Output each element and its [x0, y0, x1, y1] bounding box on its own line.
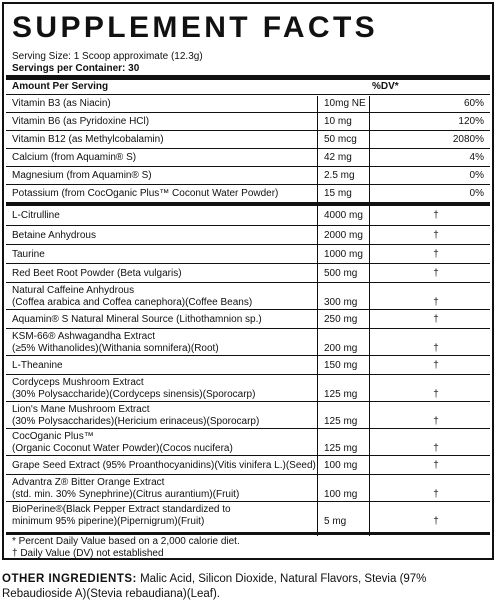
- ingredient-name: [12, 377, 255, 401]
- ingredient-name-line1: BioPerine®(Black Pepper Extract standardized to: [12, 504, 231, 515]
- ingredient-name-line1: L-Theanine: [12, 360, 63, 371]
- daily-value: 0%: [469, 170, 484, 181]
- ingredient-name-line1: L-Citrulline: [12, 210, 60, 221]
- daily-value: †: [433, 460, 439, 471]
- ingredient-name-line2: (30% Polysaccharide)(Cordyceps sinensis)(Sporocarp): [12, 389, 256, 400]
- vitamin-row: [6, 148, 490, 166]
- ingredient-name: [12, 431, 233, 455]
- daily-value: 4%: [469, 152, 484, 163]
- ingredient-row: [6, 282, 490, 309]
- ingredient-row: [6, 455, 490, 474]
- ingredient-name: [12, 268, 182, 280]
- ingredient-amount: 2.5 mg: [324, 170, 355, 181]
- ingredient-row: [6, 474, 490, 501]
- ingredient-name: [12, 249, 45, 261]
- ingredient-amount: 250 mg: [324, 314, 358, 325]
- ingredient-name: Vitamin B3 (as Niacin): [12, 98, 111, 109]
- ingredient-name: Vitamin B12 (as Methylcobalamin): [12, 134, 164, 145]
- ingredient-row: [6, 401, 490, 428]
- ingredient-amount: 200 mg: [324, 343, 358, 354]
- ingredient-name: [12, 285, 252, 309]
- ingredient-row: [6, 328, 490, 355]
- daily-value: †: [433, 268, 439, 279]
- daily-value: †: [433, 443, 439, 454]
- ingredient-name-line1: Aquamin® S Natural Mineral Source (Lithothamnion sp.): [12, 314, 262, 325]
- daily-value: †: [433, 343, 439, 354]
- ingredient-name-line1: Red Beet Root Powder (Beta vulgaris): [12, 268, 182, 279]
- ingredient-amount: 125 mg: [324, 443, 358, 454]
- daily-value: †: [433, 416, 439, 427]
- daily-value: †: [433, 389, 439, 400]
- ingredient-name-line2: (30% Polysaccharides)(Hericium erinaceus)(Sporocarp): [12, 416, 260, 427]
- daily-value: †: [433, 249, 439, 260]
- ingredient-amount: 125 mg: [324, 389, 358, 400]
- daily-value: 60%: [463, 98, 484, 109]
- daily-value: 0%: [469, 188, 484, 199]
- servings-per-container: Servings per Container: 30: [12, 63, 140, 74]
- ingredient-amount: 2000 mg: [324, 230, 363, 241]
- amount-per-serving-header: Amount Per Serving: [12, 81, 109, 92]
- ingredient-row: [6, 501, 490, 528]
- ingredient-amount: 500 mg: [324, 268, 358, 279]
- ingredient-name: [12, 331, 219, 355]
- ingredient-name-line1: CocOganic Plus™: [12, 431, 94, 442]
- other-ingredients: [2, 572, 496, 602]
- ingredient-amount: 1000 mg: [324, 249, 363, 260]
- daily-value: †: [433, 516, 439, 527]
- daily-value: †: [433, 210, 439, 221]
- ingredient-row: [6, 355, 490, 374]
- ingredient-name-line1: Betaine Anhydrous: [12, 230, 96, 241]
- ingredient-name-line1: Taurine: [12, 249, 45, 260]
- ingredient-amount: 100 mg: [324, 460, 358, 471]
- daily-value: 2080%: [452, 134, 484, 145]
- ingredient-row: [6, 374, 490, 401]
- ingredient-name: Potassium (from CocOganic Plus™ Coconut Water Powder): [12, 188, 279, 199]
- daily-value: †: [433, 489, 439, 500]
- ingredient-amount: 150 mg: [324, 360, 358, 371]
- ingredient-name-line1: Grape Seed Extract (95% Proanthocyanidins)(Vitis vinifera L.)(Seed): [12, 460, 316, 471]
- ingredient-row: [6, 225, 490, 244]
- ingredient-amount: 42 mg: [324, 152, 352, 163]
- amount-column-divider: [317, 96, 318, 536]
- ingredient-amount: 100 mg: [324, 489, 358, 500]
- footnote-dagger: † Daily Value (DV) not established: [12, 548, 164, 559]
- ingredient-name: [12, 404, 259, 428]
- ingredient-name-line1: Lion's Mane Mushroom Extract: [12, 404, 150, 415]
- daily-value: †: [433, 360, 439, 371]
- vitamin-row: [6, 166, 490, 184]
- ingredient-name: [12, 314, 262, 326]
- supplement-facts-panel: [2, 2, 494, 560]
- daily-value: 120%: [458, 116, 484, 127]
- ingredient-name-line2: (std. min. 30% Synephrine)(Citrus aurantium)(Fruit): [12, 489, 240, 500]
- ingredient-name: [12, 504, 231, 528]
- ingredient-amount: 50 mcg: [324, 134, 357, 145]
- ingredient-name-line1: Natural Caffeine Anhydrous: [12, 285, 135, 296]
- ingredient-row: [6, 428, 490, 455]
- vitamin-row: [6, 130, 490, 148]
- ingredient-row: [6, 263, 490, 282]
- ingredient-name-line1: KSM-66® Ashwagandha Extract: [12, 331, 155, 342]
- ingredient-amount: 5 mg: [324, 516, 347, 527]
- ingredient-amount: 15 mg: [324, 188, 352, 199]
- serving-size: Serving Size: 1 Scoop approximate (12.3g): [12, 51, 203, 62]
- ingredient-name: [12, 477, 239, 501]
- panel-title: SUPPLEMENT FACTS: [12, 11, 379, 44]
- vitamin-row: [6, 112, 490, 130]
- ingredient-name: [12, 210, 60, 222]
- daily-value: †: [433, 230, 439, 241]
- ingredient-name: [12, 360, 63, 372]
- ingredient-name-line1: Cordyceps Mushroom Extract: [12, 377, 144, 388]
- thick-divider: [6, 75, 490, 80]
- ingredient-name-line2: (Organic Coconut Water Powder)(Cocos nucifera): [12, 443, 233, 454]
- ingredient-name-line2: (≥5% Withanolides)(Withania somnifera)(Root): [12, 343, 219, 354]
- ingredient-row: [6, 309, 490, 328]
- daily-value: †: [433, 314, 439, 325]
- ingredient-name: [12, 460, 316, 472]
- daily-value: †: [433, 297, 439, 308]
- dv-header: %DV*: [372, 81, 399, 92]
- ingredient-name: Calcium (from Aquamin® S): [12, 152, 137, 163]
- ingredient-amount: 125 mg: [324, 416, 358, 427]
- ingredient-name-line2: (Coffea arabica and Coffea canephora)(Coffee Beans): [12, 297, 253, 308]
- footnote-percent-dv: * Percent Daily Value based on a 2,000 calorie diet.: [12, 536, 240, 547]
- ingredient-row: [6, 206, 490, 225]
- ingredient-amount: 10 mg: [324, 116, 352, 127]
- ingredient-row: [6, 244, 490, 263]
- dv-column-divider: [369, 96, 370, 536]
- ingredient-name: [12, 230, 96, 242]
- ingredient-amount: 10mg NE: [324, 98, 366, 109]
- ingredient-name-line1: Advantra Z® Bitter Orange Extract: [12, 477, 165, 488]
- ingredient-name-line2: minimum 95% piperine)(Pipernigrum)(Fruit): [12, 516, 205, 527]
- thick-divider: [6, 532, 490, 535]
- vitamin-row: [6, 184, 490, 202]
- ingredient-amount: 4000 mg: [324, 210, 363, 221]
- vitamin-row: [6, 94, 490, 112]
- other-ingredients-text: Malic Acid, Silicon Dioxide, Natural Flavors, Stevia (97% Rebaudioside A)(Stevia rebaudiana)(Leaf).: [2, 573, 427, 600]
- ingredient-name: Vitamin B6 (as Pyridoxine HCl): [12, 116, 150, 127]
- ingredient-amount: 300 mg: [324, 297, 358, 308]
- ingredient-name: Magnesium (from Aquamin® S): [12, 170, 152, 181]
- other-ingredients-label: OTHER INGREDIENTS:: [2, 573, 137, 585]
